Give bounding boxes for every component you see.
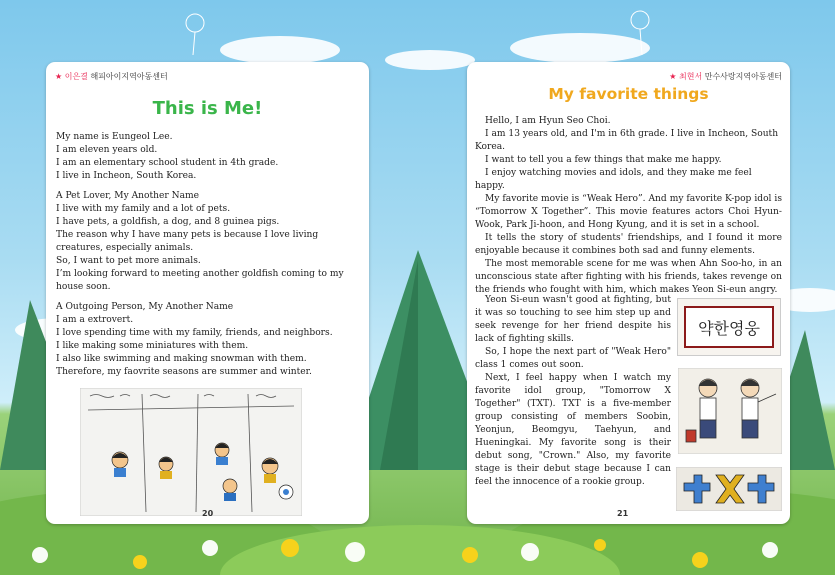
right-paragraph: Next, I feel happy when I watch my favorite idol group, "Tomorrow X Together" (TXT). TXT is a five-member group consisting of members Soobin, Yeonjun, Beomgyu, Taehyun, and Hueningkai. My favorite song is their debut song, "Crown." Also, my favorite stage is their debut stage because I can feel the innocence of a rookie group.	[475, 373, 671, 487]
left-paragraph: I am eleven years old.	[56, 145, 158, 155]
right-paragraph: So, I hope the next part of "Weak Hero" class 1 comes out soon.	[475, 347, 671, 370]
right-paragraph: My favorite movie is “Weak Hero”. And my favorite K-pop idol is “Tomorrow X Together”. This movie features actors Choi Hyun-Wook, Park Ji-hoon, and Hong Kyung, and it is set in a school.	[475, 194, 782, 230]
right-author-line	[669, 71, 782, 82]
left-paragraph: I live in Incheon, South Korea.	[56, 171, 197, 181]
right-title: My favorite things	[548, 85, 709, 103]
left-center-name: 해피아이지역아동센터	[90, 72, 168, 81]
left-paragraph: The reason why I have many pets is because I love living creatures, especially animals.	[56, 230, 319, 253]
left-page-number: 20	[202, 509, 214, 518]
left-paragraph: I have pets, a goldfish, a dog, and 8 guinea pigs.	[56, 217, 280, 227]
left-paragraph: I also like swimming and making snowman with them.	[56, 354, 307, 364]
left-body	[56, 131, 362, 379]
right-paragraph: Yeon Si-eun wasn't good at fighting, but it was so touching to see him step up and seek revenge for her friend despite his lack of fighting skills.	[475, 295, 671, 344]
left-author-name: 이은결	[64, 72, 88, 81]
star-icon: ★	[669, 72, 677, 81]
left-paragraph: I am an elementary school student in 4th grade.	[56, 158, 279, 168]
weak-hero-title-drawn: 약한영웅	[684, 306, 774, 348]
left-paragraph: My name is Eungeol Lee.	[56, 132, 173, 142]
left-paragraph: I love spending time with my family, friends, and neighbors.	[56, 328, 333, 338]
left-title: This is Me!	[152, 98, 263, 119]
right-paragraph: Hello, I am Hyun Seo Choi.	[485, 116, 611, 126]
child-drawing-image	[80, 388, 302, 516]
left-paragraph: I live with my family and a lot of pets.	[56, 204, 231, 214]
right-page-number: 21	[617, 509, 629, 518]
left-paragraph: So, I want to pet more animals.	[56, 256, 201, 266]
left-section-heading: A Outgoing Person, My Another Name	[56, 302, 234, 312]
characters-drawing	[678, 368, 782, 454]
right-page	[467, 62, 790, 524]
left-paragraph: I like making some miniatures with them.	[56, 341, 249, 351]
right-paragraph: I want to tell you a few things that make me happy.	[485, 155, 722, 165]
txt-logo-drawing	[676, 467, 782, 511]
star-icon: ★	[55, 72, 63, 81]
right-center-name: 만수사랑지역아동센터	[704, 72, 782, 81]
left-paragraph: I am a extrovert.	[56, 315, 134, 325]
right-paragraph: The most memorable scene for me was when Ahn Soo-ho, in an unconscious state after fighting with his friends, takes revenge on the friends who fought with him, which makes Yeon Si-eun angry.	[475, 259, 782, 295]
right-body-full	[475, 115, 782, 297]
right-body-column	[475, 294, 671, 489]
left-paragraph: I’m looking forward to meeting another goldfish coming to my house soon.	[56, 269, 344, 292]
left-section-heading: A Pet Lover, My Another Name	[56, 191, 200, 201]
left-page	[46, 62, 369, 524]
right-paragraph: I am 13 years old, and I'm in 6th grade. I live in Incheon, South Korea.	[475, 129, 779, 152]
weak-hero-drawing	[677, 298, 781, 356]
right-paragraph: I enjoy watching movies and idols, and they make me feel happy.	[475, 168, 752, 191]
left-author-line	[55, 71, 168, 82]
left-paragraph: Therefore, my faovrite seasons are summer and winter.	[56, 367, 312, 377]
right-author-name: 최현서	[678, 72, 703, 81]
right-paragraph: It tells the story of students' friendships, and I found it more enjoyable because it combines both sad and funny elements.	[475, 233, 782, 256]
